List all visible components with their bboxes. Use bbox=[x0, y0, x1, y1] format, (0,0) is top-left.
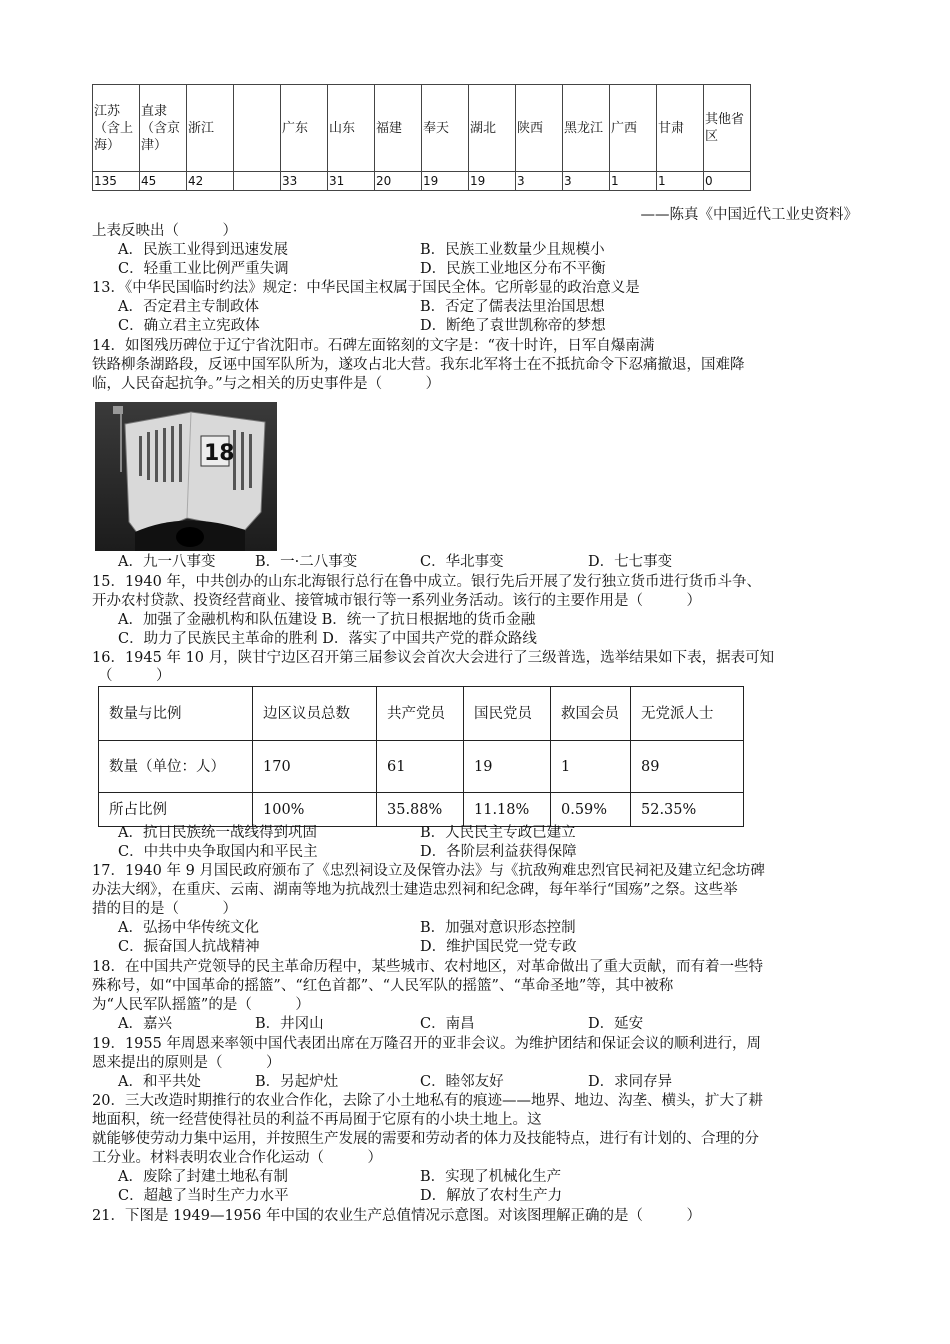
table-cell: 无党派人士 bbox=[631, 687, 744, 741]
table-value-row bbox=[93, 172, 751, 191]
table-cell: 42 bbox=[187, 172, 234, 191]
q17-option-c[interactable]: C．振奋国人抗战精神 bbox=[118, 939, 260, 955]
q18-option-c[interactable]: C．南昌 bbox=[420, 1016, 475, 1032]
q14-option-a[interactable]: A．九一八事变 bbox=[118, 554, 216, 570]
table-cell: 52.35% bbox=[631, 793, 744, 827]
q12-option-d[interactable]: D．民族工业地区分布不平衡 bbox=[420, 261, 606, 277]
q14-stem-line3: 临，人民奋起抗争。”与之相关的历史事件是（ ） bbox=[92, 376, 441, 392]
q17-option-b[interactable]: B．加强对意识形态控制 bbox=[420, 920, 576, 936]
table-cell: 19 bbox=[422, 172, 469, 191]
table-row bbox=[99, 741, 744, 793]
q17-option-a[interactable]: A．弘扬中华传统文化 bbox=[118, 920, 259, 936]
q12-stem: 上表反映出（ ） bbox=[92, 223, 237, 239]
q15-option-ab[interactable]: A．加强了金融机构和队伍建设 B．统一了抗日根据地的货币金融 bbox=[118, 612, 536, 628]
table-cell: 35.88% bbox=[377, 793, 464, 827]
q16-stem-line1: 16．1945 年 10 月，陕甘宁边区召开第三届参议会首次大会进行了三级普选，选举结果如下表，据表可知 bbox=[92, 650, 775, 666]
table-cell: 0 bbox=[704, 172, 751, 191]
table-cell: 61 bbox=[377, 741, 464, 793]
table-row bbox=[99, 793, 744, 827]
table-cell: 湖北 bbox=[469, 85, 516, 172]
q18-option-b[interactable]: B．井冈山 bbox=[255, 1016, 324, 1032]
q16-option-d[interactable]: D．各阶层利益获得保障 bbox=[420, 844, 577, 860]
q13-stem: 13．《中华民国临时约法》规定：中华民国主权属于国民全体。它所彰显的政治意义是 bbox=[92, 280, 640, 296]
q17-stem-line1: 17．1940 年 9 月国民政府颁布了《忠烈祠设立及保管办法》与《抗敌殉难忠烈官民祠祀及建立纪念坊碑 bbox=[92, 863, 765, 879]
q14-option-c[interactable]: C．华北事变 bbox=[420, 554, 504, 570]
q19-option-a[interactable]: A．和平共处 bbox=[118, 1074, 201, 1090]
q16-option-c[interactable]: C．中共中央争取国内和平民主 bbox=[118, 844, 318, 860]
q21-stem-line1: 21．下图是 1949—1956 年中国的农业生产总值情况示意图。对该图理解正确的是（ ） bbox=[92, 1208, 701, 1224]
table-header-row bbox=[93, 85, 751, 172]
q16-option-a[interactable]: A．抗日民族统一战线得到巩固 bbox=[118, 825, 317, 841]
q15-option-cd[interactable]: C．助力了民族民主革命的胜利 D．落实了中国共产党的群众路线 bbox=[118, 631, 537, 647]
table-cell: 救国会员 bbox=[551, 687, 631, 741]
table-cell: 0.59% bbox=[551, 793, 631, 827]
table-cell: 浙江 bbox=[187, 85, 234, 172]
q18-option-d[interactable]: D．延安 bbox=[588, 1016, 644, 1032]
q18-stem-line3: 为“人民军队摇篮”的是（ ） bbox=[92, 997, 310, 1013]
table-cell: 边区议员总数 bbox=[253, 687, 377, 741]
q14-stem-line1: 14．如图残历碑位于辽宁省沈阳市。石碑左面铭刻的文字是：“夜十时许，日军自爆南满 bbox=[92, 338, 655, 354]
table-cell: 数量与比例 bbox=[99, 687, 253, 741]
q12-option-b[interactable]: B．民族工业数量少且规模小 bbox=[420, 242, 605, 258]
q20-option-b[interactable]: B．实现了机械化生产 bbox=[420, 1169, 562, 1185]
table-cell: 89 bbox=[631, 741, 744, 793]
table-cell: 11.18% bbox=[464, 793, 551, 827]
q14-stem-line2: 铁路柳条湖路段，反诬中国军队所为，遂攻占北大营。我东北军将士在不抵抗命令下忍痛撤退，国难降 bbox=[92, 357, 745, 373]
table-cell: 广西 bbox=[610, 85, 657, 172]
table-cell: 直隶（含京津） bbox=[140, 85, 187, 172]
q19-stem-line1: 19．1955 年周恩来率领中国代表团出席在万隆召开的亚非会议。为维护团结和保证会议的顺利进行，周 bbox=[92, 1036, 761, 1052]
table-cell: 陕西 bbox=[516, 85, 563, 172]
table-cell: 所占比例 bbox=[99, 793, 253, 827]
table-cell: 3 bbox=[516, 172, 563, 191]
table-cell: 1 bbox=[551, 741, 631, 793]
q19-stem-line2: 恩来提出的原则是（ ） bbox=[92, 1055, 281, 1071]
table-cell: 黑龙江 bbox=[563, 85, 610, 172]
table-cell: 170 bbox=[253, 741, 377, 793]
q13-option-c[interactable]: C．确立君主立宪政体 bbox=[118, 318, 260, 334]
q19-option-d[interactable]: D．求同存异 bbox=[588, 1074, 673, 1090]
q12-option-a[interactable]: A．民族工业得到迅速发展 bbox=[118, 242, 288, 258]
table-cell: 1 bbox=[657, 172, 704, 191]
q20-stem-line1: 20．三大改造时期推行的农业合作化，去除了小土地私有的痕迹——地界、地边、沟垄、横头，扩大了耕 bbox=[92, 1093, 763, 1109]
q15-stem-line1: 15．1940 年，中共创办的山东北海银行总行在鲁中成立。银行先后开展了发行独立货币进行货币斗争、 bbox=[92, 574, 761, 590]
industry-distribution-table bbox=[92, 84, 751, 191]
table-cell: 3 bbox=[563, 172, 610, 191]
table-cell: 31 bbox=[328, 172, 375, 191]
q17-stem-line2: 办法大纲》，在重庆、云南、湖南等地为抗战烈士建造忠烈祠和纪念碑，每年举行“国殇”之祭。这些举 bbox=[92, 882, 738, 898]
table-cell: 100% bbox=[253, 793, 377, 827]
table-cell: 奉天 bbox=[422, 85, 469, 172]
q20-option-c[interactable]: C．超越了当时生产力水平 bbox=[118, 1188, 289, 1204]
q20-stem-line2: 地面积，统一经营使得社员的利益不再局囿于它原有的小块土地上。这 bbox=[92, 1112, 542, 1128]
table-cell: 其他省区 bbox=[704, 85, 751, 172]
table-cell: 国民党员 bbox=[464, 687, 551, 741]
table-cell: 数量（单位：人） bbox=[99, 741, 253, 793]
q16-stem-line2: （ ） bbox=[98, 668, 171, 684]
q15-stem-line2: 开办农村贷款、投资经营商业、接管城市银行等一系列业务活动。该行的主要作用是（ ） bbox=[92, 593, 701, 609]
table-cell: 19 bbox=[469, 172, 516, 191]
q18-stem-line1: 18．在中国共产党领导的民主革命历程中，某些城市、农村地区，对革命做出了重大贡献，而有着一些特 bbox=[92, 959, 763, 975]
table-cell: 19 bbox=[464, 741, 551, 793]
q20-option-d[interactable]: D．解放了农村生产力 bbox=[420, 1188, 563, 1204]
table-cell: 45 bbox=[140, 172, 187, 191]
monument-photo-drawing bbox=[95, 402, 277, 551]
table-cell: 山东 bbox=[328, 85, 375, 172]
source-citation: ——陈真《中国近代工业史资料》 bbox=[640, 207, 858, 223]
q19-option-c[interactable]: C．睦邻友好 bbox=[420, 1074, 504, 1090]
table-cell bbox=[234, 172, 281, 191]
q20-stem-line4: 工分业。材料表明农业合作化运动（ ） bbox=[92, 1150, 382, 1166]
q13-option-b[interactable]: B．否定了儒表法里治国思想 bbox=[420, 299, 605, 315]
table-cell bbox=[234, 85, 281, 172]
table-header-row bbox=[99, 687, 744, 741]
table-cell: 甘肃 bbox=[657, 85, 704, 172]
table-cell: 广东 bbox=[281, 85, 328, 172]
q13-option-a[interactable]: A．否定君主专制政体 bbox=[118, 299, 259, 315]
election-results-table bbox=[98, 686, 744, 827]
q19-option-b[interactable]: B．另起炉灶 bbox=[255, 1074, 339, 1090]
table-cell: 江苏（含上海） bbox=[93, 85, 140, 172]
q14-option-d[interactable]: D．七七事变 bbox=[588, 554, 673, 570]
q16-option-b[interactable]: B．人民民主专政已建立 bbox=[420, 825, 576, 841]
table-cell: 20 bbox=[375, 172, 422, 191]
table-cell: 1 bbox=[610, 172, 657, 191]
table-cell: 共产党员 bbox=[377, 687, 464, 741]
monument-photo bbox=[95, 402, 277, 551]
table-cell: 福建 bbox=[375, 85, 422, 172]
q14-option-b[interactable]: B．一·二八事变 bbox=[255, 554, 358, 570]
q12-option-c[interactable]: C．轻重工业比例严重失调 bbox=[118, 261, 289, 277]
q20-option-a[interactable]: A．废除了封建土地私有制 bbox=[118, 1169, 288, 1185]
q17-option-d[interactable]: D．维护国民党一党专政 bbox=[420, 939, 577, 955]
q13-option-d[interactable]: D．断绝了袁世凯称帝的梦想 bbox=[420, 318, 606, 334]
q20-stem-line3: 就能够使劳动力集中运用，并按照生产发展的需要和劳动者的体力及技能特点，进行有计划的、合理的分 bbox=[92, 1131, 759, 1147]
monument-date-text: 18 bbox=[204, 441, 235, 466]
table-cell: 135 bbox=[93, 172, 140, 191]
q18-stem-line2: 殊称号，如“中国革命的摇篮”、“红色首都”、“人民军队的摇篮”、“革命圣地”等，其中被称 bbox=[92, 978, 674, 994]
table-cell: 33 bbox=[281, 172, 328, 191]
q18-option-a[interactable]: A．嘉兴 bbox=[118, 1016, 172, 1032]
q17-stem-line3: 措的目的是（ ） bbox=[92, 901, 237, 917]
